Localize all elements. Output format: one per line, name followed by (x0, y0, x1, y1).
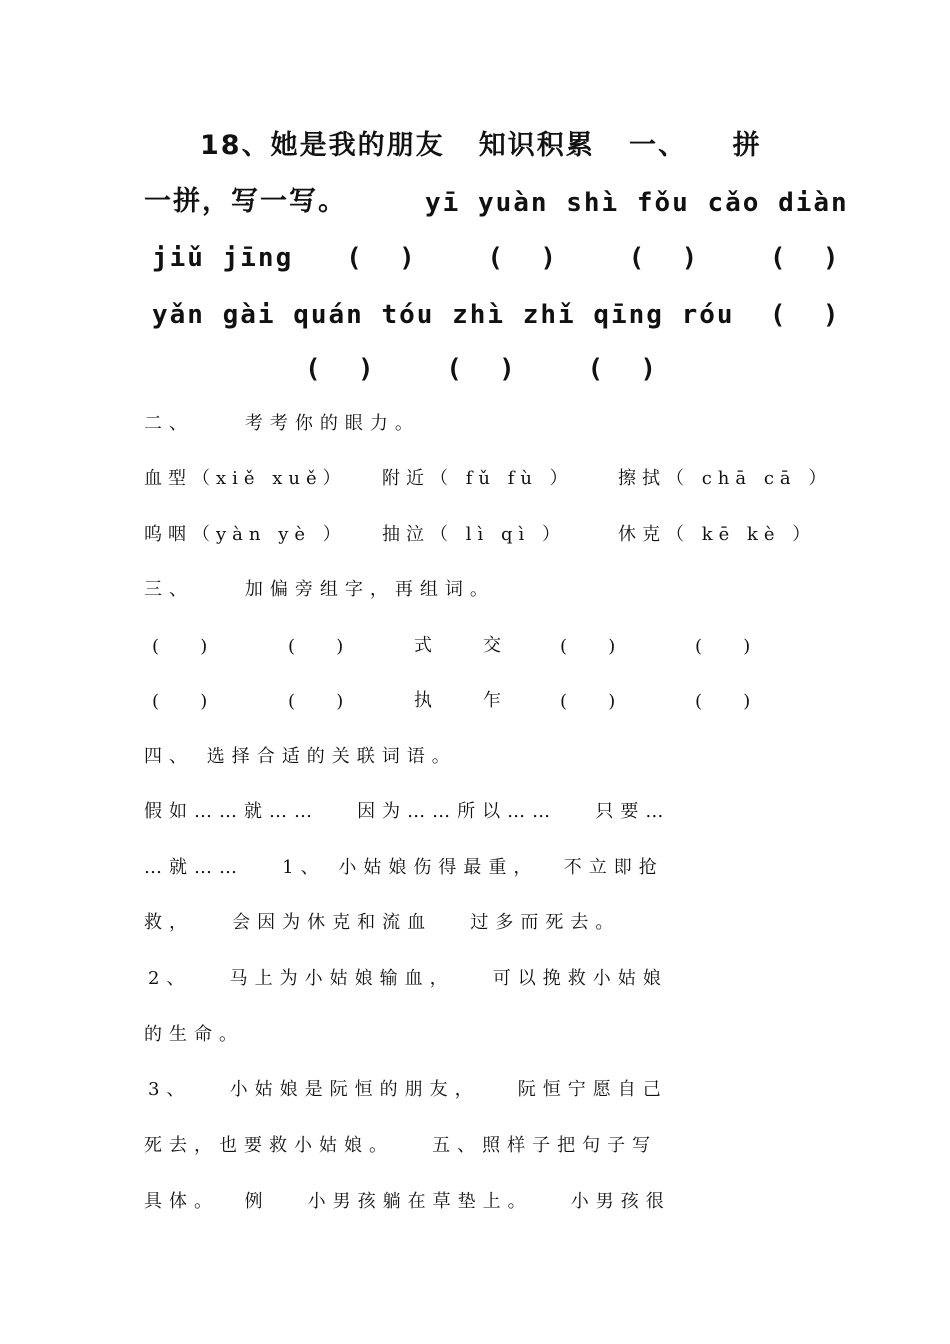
title-line-2: 一拼，写一写。 (144, 186, 347, 217)
char-r1-1: 式 (414, 635, 438, 656)
pinyin-line-1: yī yuàn shì fǒu cǎo diàn (425, 188, 849, 218)
blank-r2-2: ( ) (288, 691, 350, 712)
section4-line-2: …就…… 1、 小姑娘伤得最重， 不立即抢 (144, 857, 664, 878)
section2-row2-item3: 休克（ kē kè ） (618, 524, 817, 545)
section2-row1-item1: 血型（xiě xuě） (144, 468, 347, 489)
title-line-3: jiǔ jīng ( ) ( ) ( ) ( ) (152, 243, 841, 273)
section2-row2-item1: 呜咽（yàn yè ） (144, 524, 347, 545)
section4-line-3: 救， 会因为休克和流血 过多而死去。 (144, 912, 621, 933)
section2-row2-item2: 抽泣（ lì qì ） (382, 524, 566, 545)
section3-heading: 三、 加偏旁组字，再组词。 (144, 579, 495, 600)
blank-r2-3: ( ) (560, 691, 622, 712)
title-line-1: 18、她是我的朋友 知识积累 一、 拼 (200, 130, 762, 161)
section4-line-5: 的生命。 (144, 1024, 244, 1045)
blank-r1-2: ( ) (288, 636, 350, 657)
blank-r2-1: ( ) (152, 691, 214, 712)
section4-line-1: 假如……就…… 因为……所以…… 只要… (144, 801, 671, 822)
char-r1-2: 交 (483, 635, 507, 656)
blank-r1-1: ( ) (152, 636, 214, 657)
blank-r1-4: ( ) (695, 636, 757, 657)
section4-line-8: 具体。 例 小男孩躺在草垫上。 小男孩很 (144, 1191, 671, 1212)
char-r2-1: 执 (414, 690, 438, 711)
char-r2-2: 乍 (483, 690, 507, 711)
section4-line-6: 3、 小姑娘是阮恒的朋友， 阮恒宁愿自己 (148, 1079, 668, 1100)
section4-heading: 四、 选择合适的关联词语。 (144, 746, 457, 767)
title-line-5: ( ) ( ) ( ) (305, 354, 659, 384)
section2-row1-item3: 擦拭（ chā cā ） (618, 468, 833, 489)
blank-r2-4: ( ) (695, 691, 757, 712)
section2-row1-item2: 附近（ fǔ fù ） (382, 468, 574, 489)
blank-r1-3: ( ) (560, 636, 622, 657)
section2-heading: 二、 考考你的眼力。 (144, 413, 420, 434)
section4-line-7: 死去，也要救小姑娘。 五、照样子把句子写 (144, 1135, 658, 1156)
title-line-4: yǎn gài quán tóu zhì zhǐ qīng róu ( ) (152, 300, 841, 330)
section4-line-4: 2、 马上为小姑娘输血， 可以挽救小姑娘 (148, 968, 668, 989)
